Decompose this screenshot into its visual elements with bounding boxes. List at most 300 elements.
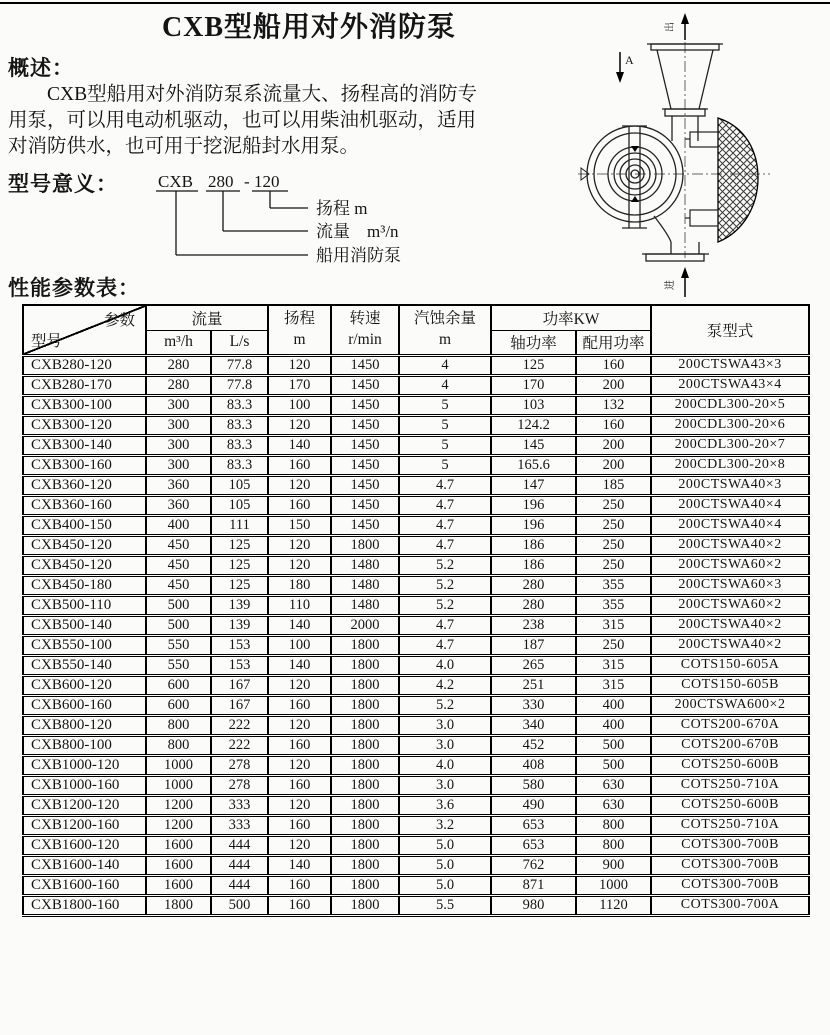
cell-value: 160 [268,815,331,835]
cell-value: 140 [268,655,331,675]
cell-value: 500 [146,615,211,635]
cell-value: 490 [491,795,576,815]
cell-pump-type: 200CTSWA43×3 [651,355,809,375]
cell-value: 330 [491,695,576,715]
pump-drawing [572,6,824,302]
cell-value: 77.8 [211,355,268,375]
cell-value: 153 [211,635,268,655]
table-row [23,575,809,595]
cell-value: 280 [491,595,576,615]
cell-value: 1600 [146,835,211,855]
cell-value: 800 [576,815,651,835]
cell-model: CXB450-180 [23,575,146,595]
cell-value: 315 [576,655,651,675]
header-head-label: 扬程 [284,309,316,327]
cell-pump-type: 200CTSWA40×4 [651,495,809,515]
cell-pump-type: 200CTSWA60×3 [651,575,809,595]
cell-value: 83.3 [211,395,268,415]
cell-value: 315 [576,675,651,695]
cell-value: 4 [399,375,491,395]
cell-value: 4.2 [399,675,491,695]
cell-model: CXB500-140 [23,615,146,635]
callout-series: 船用消防泵 [316,246,401,265]
cell-pump-type: 200CDL300-20×8 [651,455,809,475]
cell-value: 160 [576,415,651,435]
overview-heading: 概述： [8,56,74,80]
cell-model: CXB280-120 [23,355,146,375]
cell-value: 300 [146,395,211,415]
table-row [23,555,809,575]
header-flow: 流量 [146,305,268,330]
model-example-dash: - [244,172,250,191]
cell-value: 200 [576,455,651,475]
cell-value: 4.7 [399,535,491,555]
cell-value: 250 [576,535,651,555]
cell-value: 140 [268,435,331,455]
cell-value: 1480 [331,575,399,595]
cell-pump-type: COTS250-710A [651,775,809,795]
cell-pump-type: 200CTSWA40×4 [651,515,809,535]
cell-value: 83.3 [211,415,268,435]
cell-value: 355 [576,575,651,595]
table-row [23,375,809,395]
header-flow-unit-ls: L/s [211,330,268,355]
section-label: A [625,53,634,67]
cell-value: 83.3 [211,455,268,475]
cell-value: 408 [491,755,576,775]
header-npsh [399,305,491,355]
overview-paragraph [8,82,583,160]
cell-value: 1800 [331,775,399,795]
cell-model: CXB300-160 [23,455,146,475]
table-row [23,895,809,915]
cell-model: CXB600-120 [23,675,146,695]
cell-value: 500 [576,735,651,755]
cell-pump-type: COTS300-700B [651,875,809,895]
overview-line: CXB型船用对外消防泵系流量大、扬程高的消防专 [8,84,478,105]
cell-value: 333 [211,795,268,815]
cell-value: 355 [576,595,651,615]
cell-value: 1450 [331,455,399,475]
cell-pump-type: 200CTSWA60×2 [651,595,809,615]
cell-value: 3.0 [399,735,491,755]
cell-value: 125 [211,555,268,575]
cell-value: 1450 [331,495,399,515]
cell-value: 1120 [576,895,651,915]
cell-value: 630 [576,775,651,795]
cell-value: 250 [576,495,651,515]
cell-value: 653 [491,815,576,835]
cell-value: 187 [491,635,576,655]
cell-value: 333 [211,815,268,835]
cell-value: 105 [211,475,268,495]
cell-value: 1450 [331,435,399,455]
section-arrow [616,52,624,83]
cell-value: 1200 [146,815,211,835]
table-row [23,355,809,375]
cell-value: 5.0 [399,835,491,855]
page-title: CXB型船用对外消防泵 [161,12,457,43]
cell-model: CXB450-120 [23,535,146,555]
cell-value: 160 [268,875,331,895]
cell-value: 150 [268,515,331,535]
cell-value: 125 [211,535,268,555]
table-row [23,675,809,695]
table-row [23,515,809,535]
cell-value: 170 [491,375,576,395]
cell-value: 450 [146,575,211,595]
cell-value: 120 [268,715,331,735]
cell-pump-type: 200CDL300-20×7 [651,435,809,455]
header-pump-type: 泵型式 [651,305,809,355]
cell-value: 160 [576,355,651,375]
cell-value: 5.2 [399,575,491,595]
table-row [23,395,809,415]
cell-value: 145 [491,435,576,455]
cell-value: 1600 [146,855,211,875]
cell-value: 280 [491,575,576,595]
cell-value: 160 [268,735,331,755]
cell-value: 600 [146,675,211,695]
cell-value: 180 [268,575,331,595]
cell-value: 1800 [331,715,399,735]
cell-value: 5.2 [399,695,491,715]
table-row [23,855,809,875]
cell-pump-type: COTS200-670A [651,715,809,735]
cell-value: 1600 [146,875,211,895]
cell-value: 200 [576,375,651,395]
cell-value: 300 [146,435,211,455]
cell-value: 167 [211,675,268,695]
cell-value: 1000 [146,775,211,795]
cell-value: 550 [146,635,211,655]
overview-line: 对消防供水，也可用于挖泥船封水用泵。 [8,136,360,157]
cell-value: 200 [576,435,651,455]
cell-pump-type: COTS150-605B [651,675,809,695]
cell-value: 800 [146,735,211,755]
table-row [23,435,809,455]
cell-value: 450 [146,535,211,555]
cell-value: 452 [491,735,576,755]
cell-value: 500 [146,595,211,615]
cell-value: 153 [211,655,268,675]
cell-value: 1800 [331,895,399,915]
cell-value: 1800 [331,635,399,655]
cell-value: 250 [576,515,651,535]
cell-value: 4.7 [399,495,491,515]
header-npsh-label: 汽蚀余量 [414,309,477,327]
cell-value: 139 [211,595,268,615]
callout-head: 扬程 m [316,199,368,218]
cell-value: 222 [211,735,268,755]
cell-value: 83.3 [211,435,268,455]
cell-value: 120 [268,835,331,855]
cell-pump-type: COTS200-670B [651,735,809,755]
cell-value: 250 [576,635,651,655]
cell-value: 250 [576,555,651,575]
cell-pump-type: COTS250-710A [651,815,809,835]
cell-model: CXB1200-120 [23,795,146,815]
cell-value: 1800 [331,855,399,875]
cell-value: 120 [268,475,331,495]
table-row [23,415,809,435]
table-row [23,795,809,815]
cell-value: 120 [268,675,331,695]
cell-value: 1450 [331,475,399,495]
cell-value: 103 [491,395,576,415]
cell-value: 762 [491,855,576,875]
cell-value: 147 [491,475,576,495]
cell-value: 1800 [331,695,399,715]
cell-value: 1000 [576,875,651,895]
table-row [23,755,809,775]
cell-model: CXB800-100 [23,735,146,755]
cell-value: 800 [146,715,211,735]
cell-model: CXB1600-120 [23,835,146,855]
cell-pump-type: COTS300-700B [651,835,809,855]
cell-value: 315 [576,615,651,635]
cell-value: 100 [268,635,331,655]
cell-value: 120 [268,755,331,775]
header-flow-unit-m3h: m³/h [146,330,211,355]
table-row [23,455,809,475]
cell-value: 100 [268,395,331,415]
cell-value: 120 [268,555,331,575]
cell-value: 140 [268,855,331,875]
cell-value: 1800 [331,815,399,835]
cell-value: 132 [576,395,651,415]
cell-value: 980 [491,895,576,915]
cell-value: 160 [268,695,331,715]
cell-pump-type: 200CDL300-20×5 [651,395,809,415]
cell-value: 4.7 [399,475,491,495]
cell-value: 238 [491,615,576,635]
cell-value: 3.0 [399,715,491,735]
cell-pump-type: COTS300-700B [651,855,809,875]
cell-value: 196 [491,515,576,535]
header-speed-label: 转速 [349,309,381,327]
cell-value: 160 [268,455,331,475]
cell-value: 186 [491,535,576,555]
cell-value: 120 [268,795,331,815]
table-header [23,305,809,355]
cell-value: 444 [211,875,268,895]
cell-value: 1800 [331,735,399,755]
impeller-mark-top [631,146,639,152]
cell-value: 1480 [331,595,399,615]
cell-model: CXB800-120 [23,715,146,735]
inlet-label: 进 [665,280,676,290]
cell-pump-type: 200CTSWA40×2 [651,615,809,635]
cell-value: 5.5 [399,895,491,915]
cell-value: 170 [268,375,331,395]
cell-value: 800 [576,835,651,855]
table-row [23,815,809,835]
cell-value: 1200 [146,795,211,815]
impeller-mark-bottom [631,196,639,202]
cell-value: 4.7 [399,615,491,635]
cell-value: 360 [146,475,211,495]
cell-value: 1800 [331,795,399,815]
cell-value: 5.0 [399,875,491,895]
cell-value: 4.7 [399,635,491,655]
table-row [23,875,809,895]
cell-value: 167 [211,695,268,715]
cell-value: 140 [268,615,331,635]
model-example-head: 120 [254,172,280,191]
cell-value: 450 [146,555,211,575]
cell-value: 77.8 [211,375,268,395]
cell-value: 500 [211,895,268,915]
cell-value: 1800 [331,675,399,695]
cell-pump-type: 200CTSWA40×2 [651,635,809,655]
cell-value: 5 [399,455,491,475]
cell-value: 630 [576,795,651,815]
overview-line: 用泵，可以用电动机驱动，也可以用柴油机驱动，适用 [8,110,477,131]
table-row [23,595,809,615]
cell-value: 550 [146,655,211,675]
table-row [23,495,809,515]
cell-value: 160 [268,495,331,515]
cell-value: 186 [491,555,576,575]
dome-brackets [685,132,718,226]
cell-value: 4 [399,355,491,375]
cell-value: 251 [491,675,576,695]
cell-pump-type: 200CTSWA600×2 [651,695,809,715]
cell-value: 185 [576,475,651,495]
cell-value: 340 [491,715,576,735]
cell-value: 1800 [331,755,399,775]
outlet-arrow [681,13,689,40]
cell-model: CXB360-120 [23,475,146,495]
performance-parameters-table [22,304,810,917]
cell-value: 5 [399,435,491,455]
cell-model: CXB1600-140 [23,855,146,875]
cell-value: 125 [211,575,268,595]
cell-value: 600 [146,695,211,715]
cell-model: CXB1200-160 [23,815,146,835]
cell-value: 1800 [331,875,399,895]
cell-value: 124.2 [491,415,576,435]
cell-value: 265 [491,655,576,675]
cell-value: 400 [576,715,651,735]
cell-value: 2000 [331,615,399,635]
table-row [23,775,809,795]
cell-value: 500 [576,755,651,775]
cell-value: 280 [146,375,211,395]
cell-value: 1450 [331,515,399,535]
cell-value: 160 [268,775,331,795]
cell-pump-type: COTS250-600B [651,795,809,815]
cell-value: 580 [491,775,576,795]
model-example-flow: 280 [208,172,234,191]
cell-value: 120 [268,415,331,435]
cell-pump-type: 200CTSWA43×4 [651,375,809,395]
model-meaning-heading: 型号意义： [8,172,118,196]
cell-pump-type: 200CDL300-20×6 [651,415,809,435]
cell-value: 653 [491,835,576,855]
table-row [23,655,809,675]
cell-pump-type: COTS250-600B [651,755,809,775]
cell-value: 1450 [331,375,399,395]
cell-pump-type: 200CTSWA40×2 [651,535,809,555]
cell-value: 360 [146,495,211,515]
header-npsh-unit: m [438,330,452,348]
volute-casing [587,126,683,242]
cell-value: 871 [491,875,576,895]
cell-model: CXB550-100 [23,635,146,655]
suction-pipe [642,242,709,261]
cell-value: 278 [211,775,268,795]
header-param-label: 参数 [103,312,135,329]
cell-value: 400 [576,695,651,715]
cell-value: 125 [491,355,576,375]
cell-pump-type: COTS150-605A [651,655,809,675]
cell-value: 222 [211,715,268,735]
cell-value: 5.2 [399,595,491,615]
cell-value: 5.0 [399,855,491,875]
cell-value: 3.0 [399,775,491,795]
cell-value: 400 [146,515,211,535]
cell-value: 1000 [146,755,211,775]
header-power: 功率KW [491,305,651,330]
header-model-param-cell [23,305,146,355]
table-body [23,355,809,915]
cell-value: 5 [399,395,491,415]
cell-value: 1800 [331,835,399,855]
cell-value: 1800 [146,895,211,915]
cell-value: 3.2 [399,815,491,835]
cell-model: CXB500-110 [23,595,146,615]
header-head-unit: m [293,330,306,348]
cell-value: 1450 [331,395,399,415]
table-row [23,715,809,735]
cell-value: 4.7 [399,515,491,535]
cell-value: 111 [211,515,268,535]
model-example-series: CXB [158,172,193,191]
cell-value: 1800 [331,655,399,675]
cell-value: 444 [211,855,268,875]
cell-value: 300 [146,455,211,475]
cell-value: 444 [211,835,268,855]
cell-pump-type: 200CTSWA40×3 [651,475,809,495]
cell-value: 139 [211,615,268,635]
cell-value: 196 [491,495,576,515]
cell-model: CXB300-100 [23,395,146,415]
cell-value: 5 [399,415,491,435]
cell-value: 1450 [331,355,399,375]
cell-value: 300 [146,415,211,435]
header-model-label: 型号 [31,332,63,350]
header-speed-unit: r/min [348,330,382,348]
cell-model: CXB550-140 [23,655,146,675]
cell-model: CXB300-140 [23,435,146,455]
cell-model: CXB1800-160 [23,895,146,915]
cell-value: 4.0 [399,755,491,775]
table-row [23,735,809,755]
table-heading: 性能参数表： [8,276,140,300]
top-scan-rule [0,2,830,4]
cell-model: CXB450-120 [23,555,146,575]
cell-pump-type: COTS300-700A [651,895,809,915]
cell-model: CXB1000-160 [23,775,146,795]
cell-value: 280 [146,355,211,375]
cell-value: 120 [268,535,331,555]
outlet-label: 出 [665,22,676,32]
cell-value: 1800 [331,535,399,555]
header-rated-power: 配用功率 [576,330,651,355]
header-head [268,305,331,355]
